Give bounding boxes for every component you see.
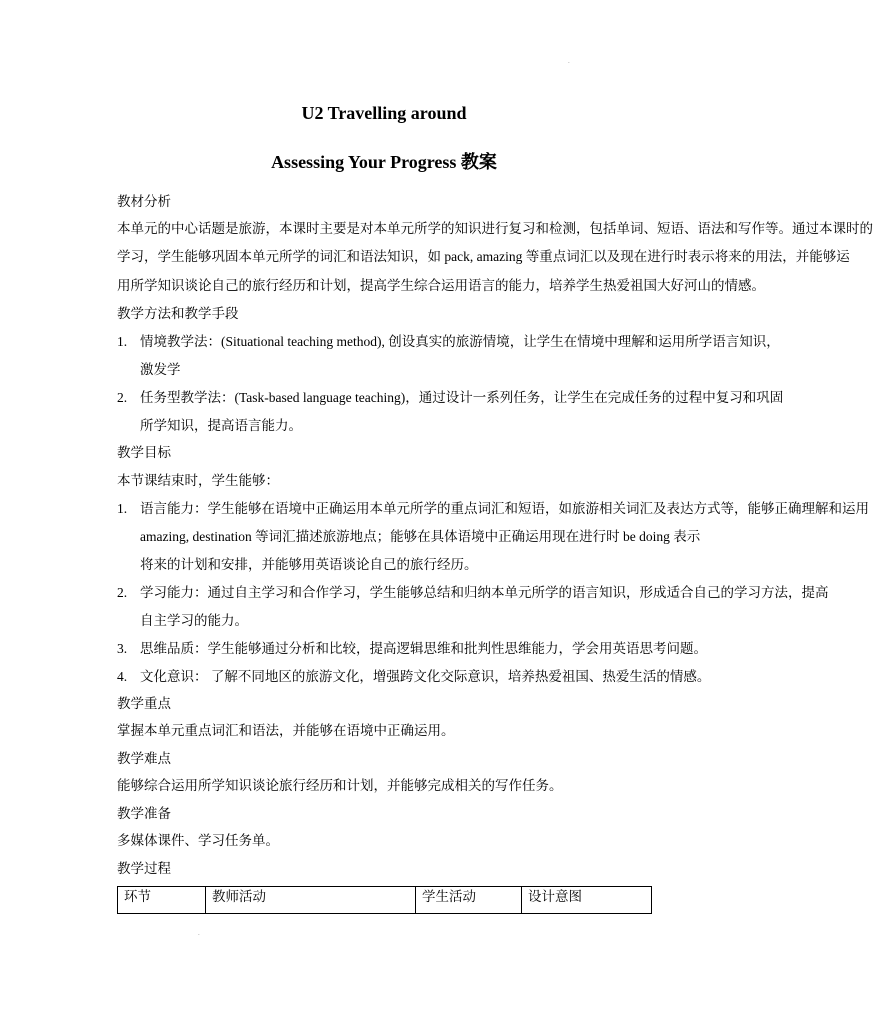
list-number: 1. (117, 334, 128, 349)
method-line: 激发学 (140, 362, 181, 377)
table-header-cell: 教师活动 (206, 887, 416, 914)
document-title: U2 Travelling around (301, 103, 467, 123)
prep-heading: 教学准备 (117, 806, 171, 821)
document-subtitle: Assessing Your Progress 教案 (271, 152, 497, 172)
goal-line: 学习能力：通过自主学习和合作学习，学生能够总结和归纳本单元所学的语言知识，形成适合自己的学习方法，提高 (140, 585, 829, 600)
goal-line: 将来的计划和安排，并能够用英语谈论自己的旅行经历。 (140, 557, 478, 572)
method-line: 任务型教学法：(Task-based language teaching)，通过设计一系列任务，让学生在完成任务的过程中复习和巩固 (140, 390, 784, 405)
table-header-cell: 设计意图 (522, 887, 652, 914)
list-number: 1. (117, 501, 128, 516)
difficult-text: 能够综合运用所学知识谈论旅行经历和计划，并能够完成相关的写作任务。 (117, 778, 563, 793)
goal-line: amazing, destination 等词汇描述旅游地点；能够在具体语境中正确运用现在进行时 be doing 表示 (140, 529, 701, 544)
list-number: 3. (117, 641, 128, 656)
analysis-line: 本单元的中心话题是旅游，本课时主要是对本单元所学的知识进行复习和检测，包括单词、短语、语法和写作等。通过本课时的 (117, 221, 873, 236)
list-number: 2. (117, 390, 128, 405)
goals-heading: 教学目标 (117, 445, 171, 460)
goal-line: 思维品质：学生能够通过分析和比较，提高逻辑思维和批判性思维能力，学会用英语思考问题。 (140, 641, 707, 656)
analysis-line: 学习，学生能够巩固本单元所学的词汇和语法知识，如 pack, amazing 等重点词汇以及现在进行时表示将来的用法，并能够运 (117, 249, 850, 264)
footer-mark: . (198, 929, 200, 937)
goals-intro: 本节课结束时，学生能够： (117, 473, 279, 488)
methods-heading: 教学方法和教学手段 (117, 306, 239, 321)
process-table (117, 886, 652, 914)
key-heading: 教学重点 (117, 696, 171, 711)
list-number: 2. (117, 585, 128, 600)
table-header-cell: 环节 (118, 887, 206, 914)
analysis-line: 用所学知识谈论自己的旅行经历和计划，提高学生综合运用语言的能力，培养学生热爱祖国大好河山的情感。 (117, 278, 765, 293)
method-line: 情境教学法：(Situational teaching method), 创设真实的旅游情境，让学生在情境中理解和运用所学语言知识， (140, 334, 780, 349)
key-text: 掌握本单元重点词汇和语法，并能够在语境中正确运用。 (117, 723, 455, 738)
method-line: 所学知识，提高语言能力。 (140, 418, 302, 433)
goal-line: 文化意识： 了解不同地区的旅游文化，增强跨文化交际意识，培养热爱祖国、热爱生活的情感。 (140, 669, 711, 684)
list-number: 4. (117, 669, 128, 684)
goal-line: 自主学习的能力。 (140, 613, 248, 628)
analysis-heading: 教材分析 (117, 194, 171, 209)
header-mark: . (568, 57, 570, 65)
table-header-cell: 学生活动 (416, 887, 522, 914)
prep-text: 多媒体课件、学习任务单。 (117, 833, 279, 848)
process-heading: 教学过程 (117, 861, 171, 876)
difficult-heading: 教学难点 (117, 751, 171, 766)
table-header-row (118, 887, 652, 914)
goal-line: 语言能力：学生能够在语境中正确运用本单元所学的重点词汇和短语，如旅游相关词汇及表达方式等，能够正确理解和运用 (140, 501, 869, 516)
